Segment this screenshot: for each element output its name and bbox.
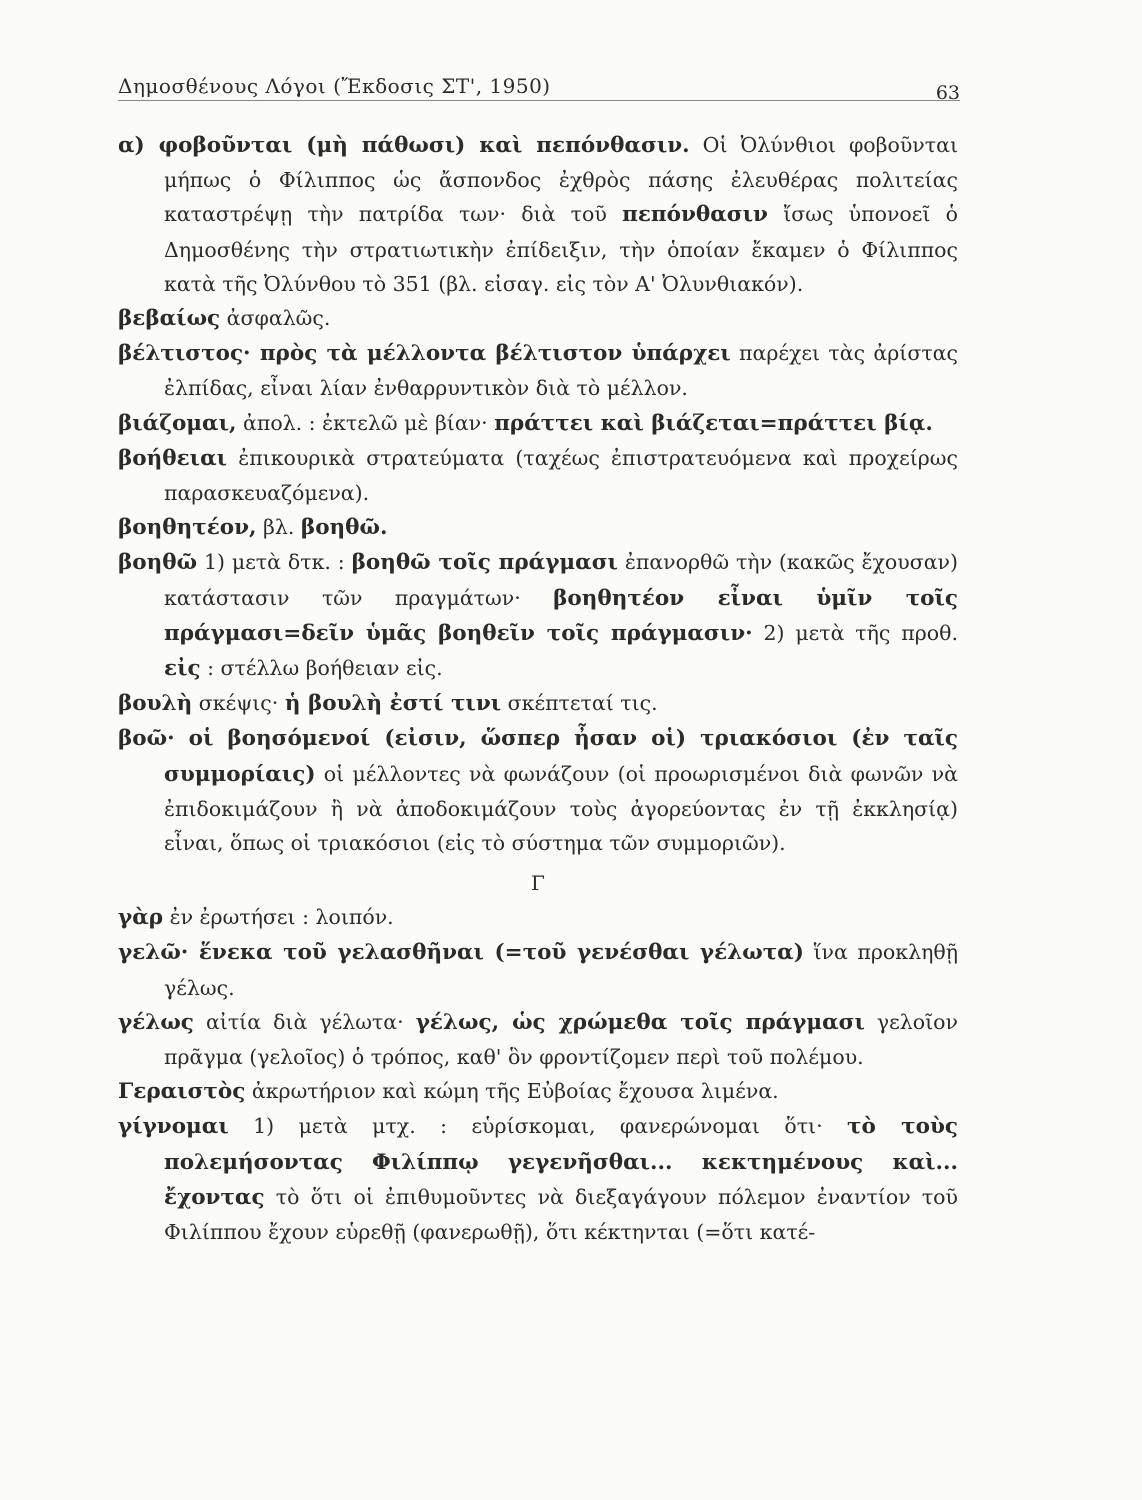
entry-headword: βιάζομαι, (118, 410, 237, 436)
entry-headword: βεβαίως (118, 306, 221, 332)
page-header (118, 68, 960, 108)
glossary-entry (118, 510, 958, 545)
entry-headword: βοηθητέον εἶναι ὑμῖν τοῖς πράγμασι=δεῖν ὑμᾶς βοηθεῖν τοῖς πράγμασιν· (164, 585, 958, 646)
entry-headword: Γεραιστὸς (118, 1079, 246, 1105)
entry-text: ἀσφαλῶς. (220, 306, 331, 331)
entry-headword: γίγνομαι (118, 1114, 229, 1140)
entry-headword: βοηθῶ (118, 550, 198, 576)
entry-text: αἰτία διὰ γέλωτα· (193, 1009, 416, 1034)
glossary-entry (118, 301, 958, 336)
entry-text: : στέλλω βοήθειαν εἰς. (200, 656, 443, 681)
entry-headword: βοήθειαι (118, 445, 228, 471)
entry-headword: γὰρ (118, 905, 164, 931)
entry-headword: βοηθῶ. (300, 515, 388, 541)
entry-text: 2) μετὰ τῆς προθ. (752, 620, 958, 645)
entry-text: ἐπικουρικὰ στρατεύματα (ταχέως ἐπιστρατευόμενα καὶ προχείρως παρασκευαζόμενα). (164, 445, 958, 506)
glossary-entry (118, 441, 958, 510)
entry-headword: γέλως (118, 1009, 194, 1035)
entry-text: τὸ ὅτι οἱ ἐπιθυμοῦντες νὰ διεξαγάγουν πόλεμον ἐναντίον τοῦ Φιλίππου ἔχουν εὑρεθῇ (φανερωθῇ), ὅτι κέκτηνται (=ὅτι κατέ- (164, 1184, 958, 1245)
glossary-entry (118, 1005, 958, 1074)
entry-headword: πεπόνθασιν (622, 202, 768, 228)
entry-text: βλ. (256, 515, 301, 540)
glossary-entry (118, 1074, 958, 1109)
glossary-entry (118, 1109, 958, 1249)
entry-text: Οἱ Ὀλύνθιοι φοβοῦνται μήπως ὁ Φίλιππος ὡς ἄσπονδος ἐχθρὸς πάσης ἐλευθέρας πολιτείας καταστρέψῃ τὴν πατρίδα των· διὰ τοῦ (164, 133, 958, 227)
entry-headword: εἰς (164, 656, 201, 682)
entry-text: ἵνα προκληθῇ γέλως. (164, 940, 958, 1000)
header-rule (118, 100, 960, 101)
entry-headword: γέλως, ὡς χρώμεθα τοῖς πράγμασι (415, 1009, 865, 1035)
entry-text: σκέπτεταί τις. (501, 691, 658, 716)
entry-headword: γελῶ· ἕνεκα τοῦ γελασθῆναι (=τοῦ γενέσθαι γέλωτα) (118, 940, 804, 966)
entry-text: 1) μετὰ μτχ. : εὑρίσκομαι, φανερώνομαι ὅτι· (228, 1114, 847, 1139)
entry-headword: πράττει καὶ βιάζεται=πράττει βίᾳ. (494, 410, 933, 436)
entry-text: 1) μετὰ δτκ. : (197, 550, 352, 575)
entry-headword: βοηθῶ τοῖς πράγμασι (351, 550, 618, 576)
glossary-body (118, 128, 958, 1249)
entry-text: σκέψις· (192, 691, 285, 716)
glossary-entry (118, 721, 958, 860)
glossary-section-gamma (118, 900, 958, 1249)
entry-text: παρέχει τὰς ἀρίστας ἐλπίδας, εἶναι λίαν ἐνθαρρυντικὸν διὰ τὸ μέλλον. (164, 341, 958, 401)
glossary-entry (118, 545, 958, 686)
glossary-section-beta (118, 128, 958, 860)
glossary-entry (118, 686, 958, 721)
entry-text: γελοῖον πρᾶγμα (γελοῖος) ὁ τρόπος, καθ' ὃν φροντίζομεν περὶ τοῦ πολέμου. (164, 1009, 958, 1070)
entry-headword: βουλὴ (118, 691, 193, 717)
glossary-entry (118, 406, 958, 441)
glossary-entry (118, 128, 958, 301)
entry-text: ἐπανορθῶ τὴν (κακῶς ἔχουσαν) κατάστασιν τῶν πραγμάτων· (164, 550, 959, 610)
glossary-entry (118, 900, 958, 935)
entry-headword: α) φοβοῦνται (μὴ πάθωσι) καὶ πεπόνθασιν. (118, 133, 690, 158)
entry-text: ἴσως ὑπονοεῖ ὁ Δημοσθένης τὴν στρατιωτικὴν ἐπίδειξιν, τὴν ὁποίαν ἔκαμεν ὁ Φίλιππος κατὰ τῆς Ὀλύνθου τὸ 351 (βλ. εἰσαγ. εἰς τὸν Α' Ὀλυνθιακόν). (164, 202, 958, 296)
entry-headword: βοῶ· οἱ βοησόμενοί (εἰσιν, ὥσπερ ἦσαν οἱ) τριακόσιοι (ἐν ταῖς συμμορίαις) (118, 726, 958, 787)
entry-headword: βοηθητέον, (118, 515, 257, 541)
running-title: Δημοσθένους Λόγοι (Ἔκδοσις ΣΤ', 1950) (118, 74, 551, 98)
entry-headword: τὸ τοὺς πολεμήσοντας Φιλίππῳ γεγενῆσθαι... κεκτημένους καὶ... ἔχοντας (164, 1114, 958, 1210)
entry-text: ἐν ἐρωτήσει : λοιπόν. (163, 905, 394, 930)
page-number: 63 (935, 82, 960, 104)
glossary-entry (118, 336, 958, 405)
entry-text: οἱ μέλλοντες νὰ φωνάζουν (οἱ προωρισμένοι διὰ φωνῶν νὰ ἐπιδοκιμάζουν ἢ νὰ ἀποδοκιμάζουν τοὺς ἀγορεύοντας ἐν τῇ ἐκκλησίᾳ) εἶναι, ὅπως οἱ τριακόσιοι (εἰς τὸ σύστημα τῶν συμμοριῶν). (164, 761, 958, 856)
entry-headword: βέλτιστος· πρὸς τὰ μέλλοντα βέλτιστον ὑπάρχει (118, 341, 731, 367)
entry-headword: ἡ βουλὴ ἐστί τινι (284, 691, 502, 717)
entry-text: ἀπολ. : ἐκτελῶ μὲ βίαν· (236, 410, 495, 435)
section-letter: Γ (531, 871, 545, 896)
glossary-entry (118, 935, 958, 1004)
entry-text: ἀκρωτήριον καὶ κώμη τῆς Εὐβοίας ἔχουσα λιμένα. (245, 1079, 779, 1104)
